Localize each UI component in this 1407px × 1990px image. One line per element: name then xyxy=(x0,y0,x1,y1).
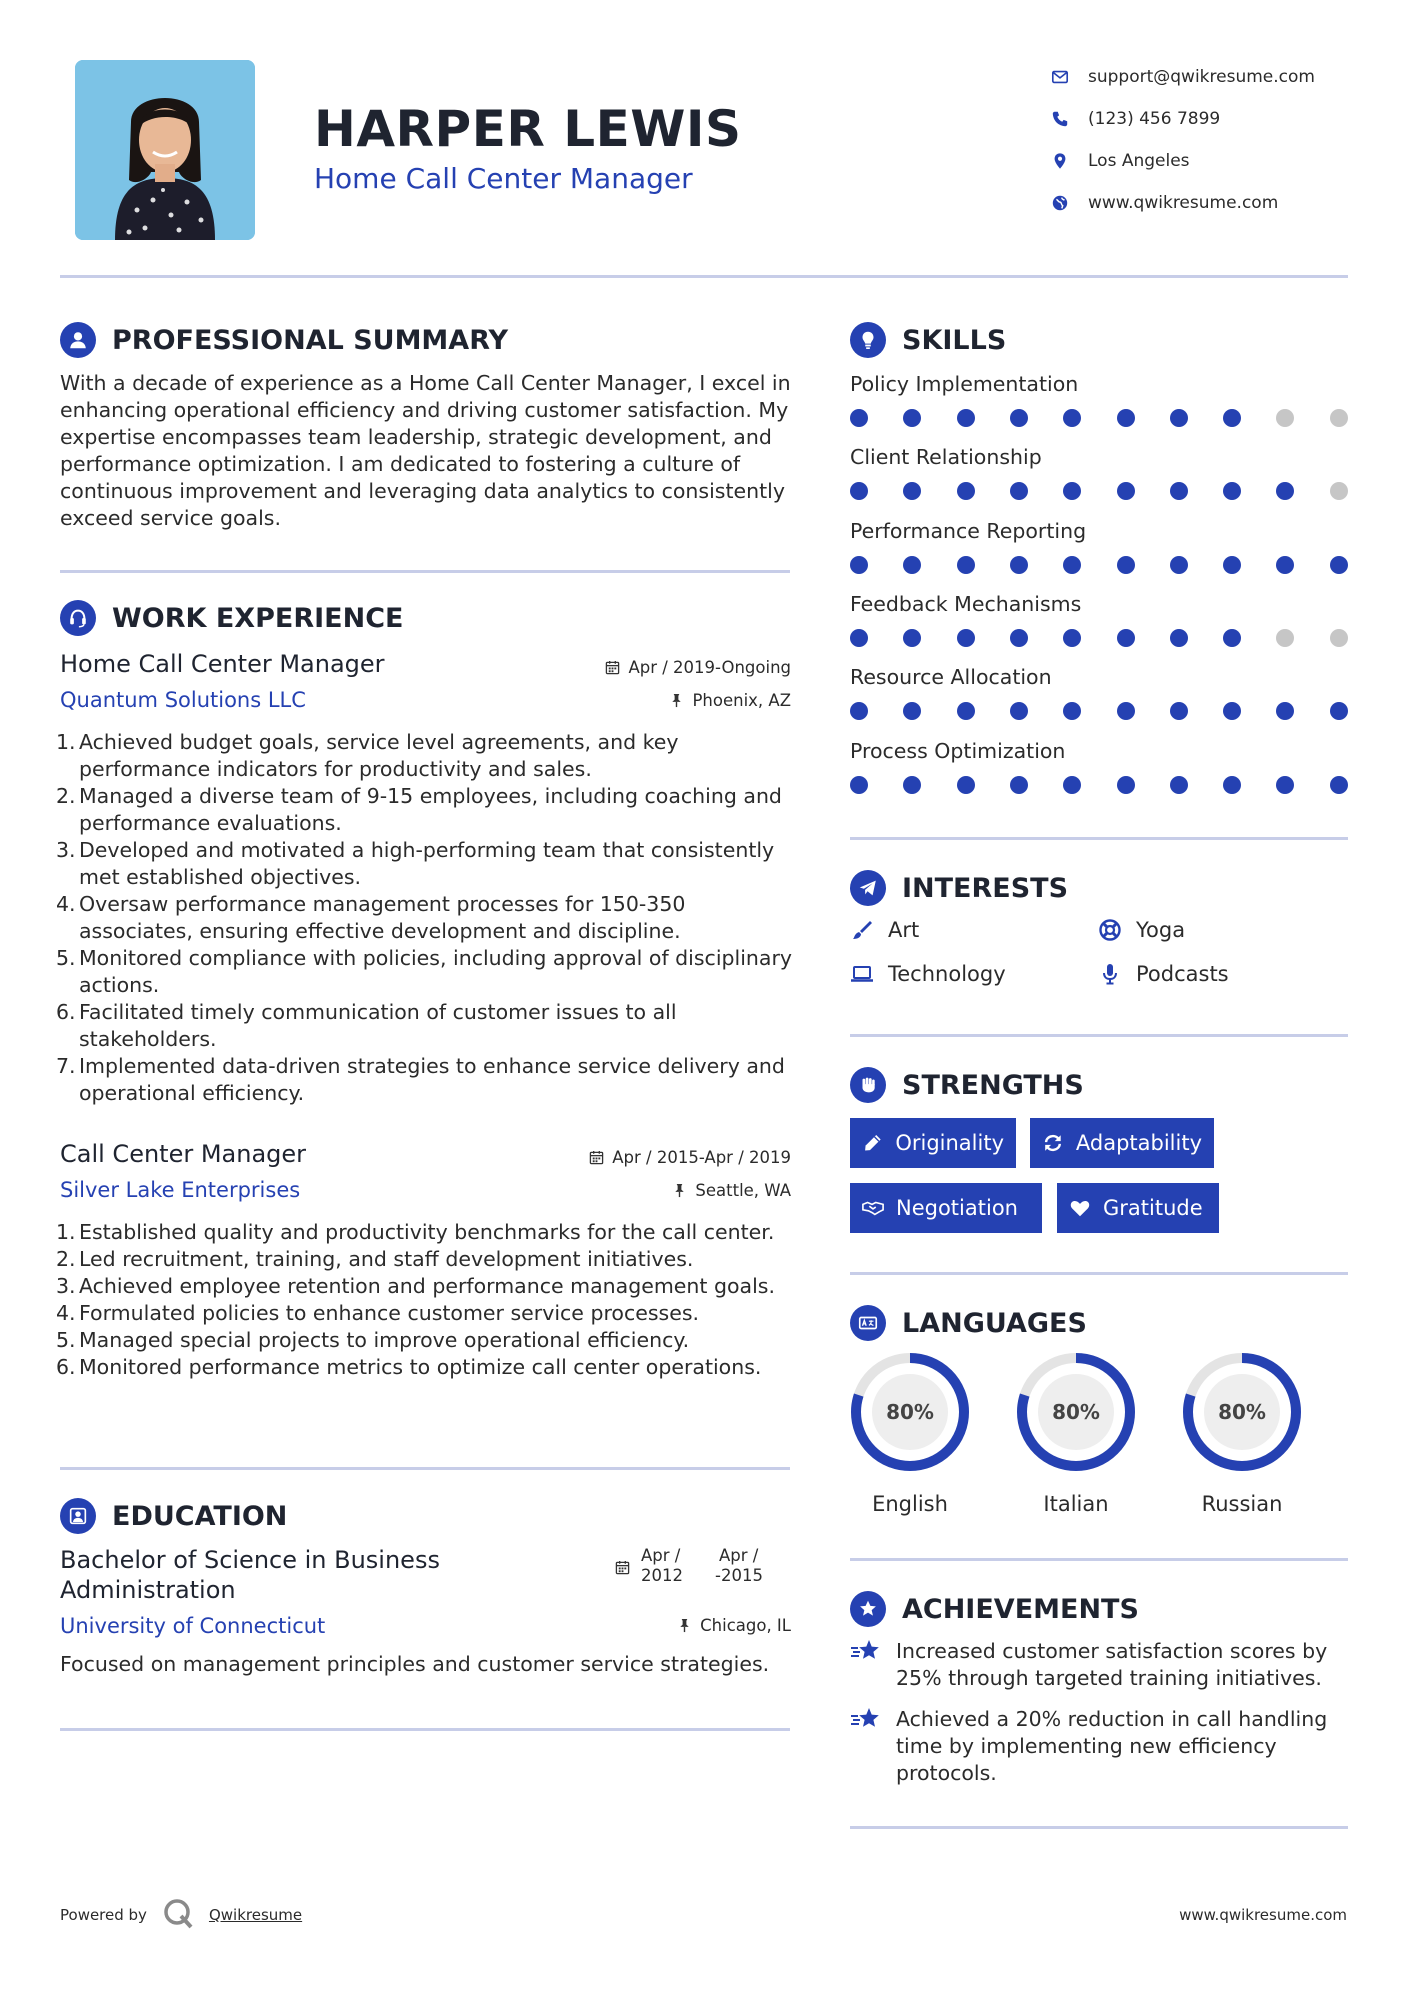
achievement-text-1: Increased customer satisfaction scores by 25% through targeted training initiatives. xyxy=(896,1639,1328,1690)
skill-rating xyxy=(850,482,1350,500)
list-item: 1. Established quality and productivity benchmarks for the call center. xyxy=(56,1220,775,1244)
job-2-title: Call Center Manager xyxy=(60,1140,307,1168)
list-item: 5. Managed special projects to improve operational efficiency. xyxy=(56,1328,690,1352)
interests-heading xyxy=(850,870,1068,906)
heart-icon xyxy=(1069,1197,1091,1219)
strength-gratitude-label: Gratitude xyxy=(1103,1196,1203,1220)
education-date xyxy=(615,1546,795,1586)
language-ring xyxy=(848,1350,972,1474)
paper-plane-icon xyxy=(850,870,886,906)
education-location-text: Chicago, IL xyxy=(700,1616,791,1635)
skill-dot xyxy=(957,556,975,574)
summary-heading xyxy=(60,322,508,358)
skill-dot xyxy=(957,776,975,794)
laptop-icon xyxy=(850,962,874,986)
skill-dot xyxy=(903,776,921,794)
skill-dot xyxy=(1276,556,1294,574)
list-item: 6. Monitored performance metrics to optimize call center operations. xyxy=(56,1355,762,1379)
job-1-location xyxy=(669,691,791,710)
skill-dot xyxy=(1010,776,1028,794)
envelope-icon xyxy=(1050,67,1070,87)
achievements-divider xyxy=(850,1826,1348,1829)
contact-website-text: www.qwikresume.com xyxy=(1088,193,1279,213)
list-item: 4. Oversaw performance management processes for 150-350 associates, ensuring effective development and discipline. xyxy=(56,892,686,943)
language-ring xyxy=(1180,1350,1304,1474)
skill-dot xyxy=(1223,556,1241,574)
skill-dot xyxy=(1330,482,1348,500)
achievement-item-2 xyxy=(850,1706,1340,1787)
strength-adaptability xyxy=(1030,1118,1214,1168)
strength-negotiation xyxy=(850,1183,1042,1233)
strength-negotiation-label: Negotiation xyxy=(896,1196,1018,1220)
list-item: 6. Facilitated timely communication of customer issues to all stakeholders. xyxy=(56,1000,677,1051)
paintbrush-icon xyxy=(850,918,874,942)
education-location xyxy=(677,1616,791,1635)
skill-name: Process Optimization xyxy=(850,738,1066,763)
skill-dot xyxy=(1330,702,1348,720)
skill-dot xyxy=(1010,556,1028,574)
job-1-bullets xyxy=(56,729,800,1107)
skill-dot xyxy=(1063,702,1081,720)
skill-dot xyxy=(1330,409,1348,427)
pencil-icon xyxy=(862,1132,883,1154)
achievements-heading-text: ACHIEVEMENTS xyxy=(902,1593,1139,1625)
list-item: 7. Implemented data-driven strategies to enhance service delivery and operational efficiency. xyxy=(56,1054,785,1105)
interest-technology xyxy=(850,962,1006,986)
skill-dot xyxy=(1223,409,1241,427)
strengths-heading xyxy=(850,1067,1084,1103)
summary-divider xyxy=(60,570,790,573)
calendar-icon xyxy=(589,1150,604,1165)
contact-phone[interactable] xyxy=(1050,98,1390,140)
skill-dot xyxy=(1170,629,1188,647)
strength-adaptability-label: Adaptability xyxy=(1075,1131,1202,1155)
skill-name: Performance Reporting xyxy=(850,518,1087,543)
interests-heading-text: INTERESTS xyxy=(902,872,1069,904)
skill-dot xyxy=(850,482,868,500)
skills-heading xyxy=(850,322,1006,358)
experience-heading-text: WORK EXPERIENCE xyxy=(112,602,404,634)
skill-dot xyxy=(1276,702,1294,720)
language-icon xyxy=(850,1305,886,1341)
contact-email-text: support@qwikresume.com xyxy=(1088,67,1315,87)
language-name: Russian xyxy=(1201,1492,1283,1516)
list-item: 3. Achieved employee retention and performance management goals. xyxy=(56,1274,775,1298)
interest-yoga-label: Yoga xyxy=(1136,918,1186,942)
strengths-divider xyxy=(850,1272,1348,1275)
skill-dot xyxy=(850,702,868,720)
header-divider xyxy=(60,275,1348,278)
list-item: 2. Managed a diverse team of 9-15 employees, including coaching and performance evaluations. xyxy=(56,784,782,835)
graduate-icon xyxy=(60,1498,96,1534)
job-1-company: Quantum Solutions LLC xyxy=(60,688,306,712)
skill-name: Feedback Mechanisms xyxy=(850,591,1082,616)
skill-dot xyxy=(957,702,975,720)
qwikresume-logo-icon xyxy=(161,1896,195,1934)
skill-dot xyxy=(1170,409,1188,427)
skill-rating xyxy=(850,702,1350,720)
interests-divider xyxy=(850,1034,1348,1037)
candidate-title: Home Call Center Manager xyxy=(314,162,693,195)
skill-rating xyxy=(850,556,1350,574)
skill-dot xyxy=(1330,556,1348,574)
job-2-location-text: Seattle, WA xyxy=(695,1181,791,1200)
star-speed-icon xyxy=(850,1638,882,1666)
skill-dot xyxy=(1223,629,1241,647)
list-item: 1. Achieved budget goals, service level agreements, and key performance indicators for productivity and sales. xyxy=(56,730,679,781)
education-description: Focused on management principles and customer service strategies. xyxy=(60,1652,770,1676)
lightbulb-icon xyxy=(850,322,886,358)
language-name: English xyxy=(872,1492,948,1516)
list-item: 4. Formulated policies to enhance customer service processes. xyxy=(56,1301,700,1325)
education-date-end-bottom: -2015 xyxy=(715,1566,763,1585)
skill-dot xyxy=(1010,629,1028,647)
handshake-icon xyxy=(862,1197,884,1219)
footer-brand-link[interactable]: Qwikresume xyxy=(208,1906,303,1924)
strengths-heading-text: STRENGTHS xyxy=(902,1069,1084,1101)
skill-dot xyxy=(1170,482,1188,500)
job-1-date-text: Apr / 2019-Ongoing xyxy=(628,658,791,677)
globe-icon xyxy=(1050,193,1070,213)
interest-technology-label: Technology xyxy=(888,962,1006,986)
award-icon xyxy=(850,1591,886,1627)
list-item: 2. Led recruitment, training, and staff development initiatives. xyxy=(56,1247,694,1271)
language-percent: 80% xyxy=(886,1400,934,1424)
skill-dot xyxy=(1170,556,1188,574)
strength-originality xyxy=(850,1118,1016,1168)
skill-dot xyxy=(1010,482,1028,500)
footer-powered-by-text: Powered by xyxy=(60,1906,147,1924)
map-pin-icon xyxy=(1050,151,1070,171)
summary-heading-text: PROFESSIONAL SUMMARY xyxy=(112,324,509,356)
education-date-start-top: Apr / xyxy=(641,1546,681,1565)
strength-originality-label: Originality xyxy=(895,1131,1004,1155)
skill-dot xyxy=(903,409,921,427)
interest-podcasts xyxy=(1098,962,1229,986)
skill-dot xyxy=(1063,629,1081,647)
skill-dot xyxy=(1063,482,1081,500)
skill-dot xyxy=(850,629,868,647)
achievement-item-1 xyxy=(850,1638,1340,1692)
skill-dot xyxy=(957,629,975,647)
lifebuoy-icon xyxy=(1098,918,1122,942)
contact-location-text: Los Angeles xyxy=(1088,151,1190,171)
languages-divider xyxy=(850,1558,1348,1561)
skill-dot xyxy=(1117,556,1135,574)
skill-dot xyxy=(1117,482,1135,500)
skill-dot xyxy=(957,482,975,500)
skill-dot xyxy=(1276,482,1294,500)
phone-icon xyxy=(1050,109,1070,129)
microphone-icon xyxy=(1098,962,1122,986)
job-1-location-text: Phoenix, AZ xyxy=(692,691,791,710)
achievements-heading xyxy=(850,1591,1139,1627)
languages-heading-text: LANGUAGES xyxy=(902,1307,1087,1339)
skill-dot xyxy=(1330,629,1348,647)
raised-fist-icon xyxy=(850,1067,886,1103)
language-ring xyxy=(1014,1350,1138,1474)
education-divider xyxy=(60,1728,790,1731)
skill-name: Policy Implementation xyxy=(850,372,1079,396)
skill-dot xyxy=(1117,702,1135,720)
skill-dot xyxy=(1223,776,1241,794)
skill-dot xyxy=(1276,629,1294,647)
language-item xyxy=(1011,1350,1141,1516)
language-item xyxy=(1177,1350,1307,1516)
education-heading xyxy=(60,1498,287,1534)
skill-dot xyxy=(850,556,868,574)
interest-yoga xyxy=(1098,918,1185,942)
calendar-icon xyxy=(615,1560,630,1575)
skill-dot xyxy=(850,409,868,427)
job-1-date xyxy=(605,658,791,677)
thumbtack-icon xyxy=(672,1183,687,1198)
skill-dot xyxy=(903,556,921,574)
list-item: 3. Developed and motivated a high-performing team that consistently met established objectives. xyxy=(56,838,775,889)
skill-dot xyxy=(1117,409,1135,427)
skill-dot xyxy=(957,409,975,427)
language-percent: 80% xyxy=(1052,1400,1100,1424)
skills-heading-text: SKILLS xyxy=(902,324,1007,356)
job-2-company: Silver Lake Enterprises xyxy=(60,1178,301,1202)
language-percent: 80% xyxy=(1218,1400,1266,1424)
skill-dot xyxy=(1330,776,1348,794)
education-school: University of Connecticut xyxy=(60,1614,326,1638)
profile-photo-illustration xyxy=(75,60,255,240)
languages-heading xyxy=(850,1305,1087,1341)
skill-dot xyxy=(1223,702,1241,720)
calendar-icon xyxy=(605,660,620,675)
strength-gratitude xyxy=(1057,1183,1219,1233)
skill-dot xyxy=(1117,776,1135,794)
contact-email[interactable] xyxy=(1050,56,1390,98)
skill-dot xyxy=(903,482,921,500)
skill-dot xyxy=(903,629,921,647)
refresh-icon xyxy=(1042,1132,1064,1154)
thumbtack-icon xyxy=(677,1618,692,1633)
education-date-start-bottom: 2012 xyxy=(641,1566,683,1585)
profile-photo xyxy=(75,60,255,240)
skill-dot xyxy=(1010,409,1028,427)
skill-dot xyxy=(1276,776,1294,794)
skills-divider xyxy=(850,837,1348,840)
skill-dot xyxy=(850,776,868,794)
contact-list xyxy=(1050,56,1390,224)
education-degree-line-1: Bachelor of Science in Business xyxy=(60,1546,440,1574)
skill-dot xyxy=(1170,776,1188,794)
summary-text: With a decade of experience as a Home Call Center Manager, I excel in enhancing operational efficiency and driving customer satisfaction. My expertise encompasses team leadership, strategic development, and performance optimization. I am dedicated to fostering a culture of continuous improvement and leveraging data analytics to consistently exceed service goals. xyxy=(60,371,791,530)
experience-heading xyxy=(60,600,403,636)
skill-rating xyxy=(850,776,1350,794)
skill-name: Client Relationship xyxy=(850,445,1042,470)
skill-dot xyxy=(903,702,921,720)
experience-divider xyxy=(60,1467,790,1470)
job-1-title: Home Call Center Manager xyxy=(60,650,385,678)
user-icon xyxy=(60,322,96,358)
skill-dot xyxy=(1276,409,1294,427)
job-2-date xyxy=(589,1148,791,1167)
skill-name: Resource Allocation xyxy=(850,665,1052,690)
footer-powered-by xyxy=(60,1896,302,1934)
candidate-name: HARPER LEWIS xyxy=(314,100,742,158)
interest-art xyxy=(850,918,919,942)
interest-art-label: Art xyxy=(888,918,920,942)
language-name: Italian xyxy=(1043,1492,1109,1516)
job-2-date-text: Apr / 2015-Apr / 2019 xyxy=(612,1148,791,1167)
education-heading-text: EDUCATION xyxy=(112,1500,288,1532)
skill-dot xyxy=(1063,776,1081,794)
skill-dot xyxy=(1063,556,1081,574)
contact-website[interactable] xyxy=(1050,182,1390,224)
skill-rating xyxy=(850,409,1350,427)
interest-podcasts-label: Podcasts xyxy=(1136,962,1229,986)
thumbtack-icon xyxy=(669,693,684,708)
skill-rating xyxy=(850,629,1350,647)
job-2-bullets xyxy=(56,1219,800,1381)
contact-phone-text: (123) 456 7899 xyxy=(1088,109,1221,129)
skill-dot xyxy=(1223,482,1241,500)
list-item: 5. Monitored compliance with policies, including approval of disciplinary actions. xyxy=(56,946,793,997)
education-date-end-top: Apr / xyxy=(719,1546,759,1565)
skill-dot xyxy=(1063,409,1081,427)
skill-dot xyxy=(1117,629,1135,647)
headset-icon xyxy=(60,600,96,636)
skill-dot xyxy=(1170,702,1188,720)
language-item xyxy=(845,1350,975,1516)
star-speed-icon xyxy=(850,1706,882,1734)
job-2-location xyxy=(672,1181,791,1200)
education-degree-line-2: Administration xyxy=(60,1576,236,1604)
footer-website[interactable]: www.qwikresume.com xyxy=(1179,1906,1347,1924)
skill-dot xyxy=(1010,702,1028,720)
achievement-text-2: Achieved a 20% reduction in call handling time by implementing new efficiency protocols. xyxy=(896,1707,1328,1785)
contact-location xyxy=(1050,140,1390,182)
